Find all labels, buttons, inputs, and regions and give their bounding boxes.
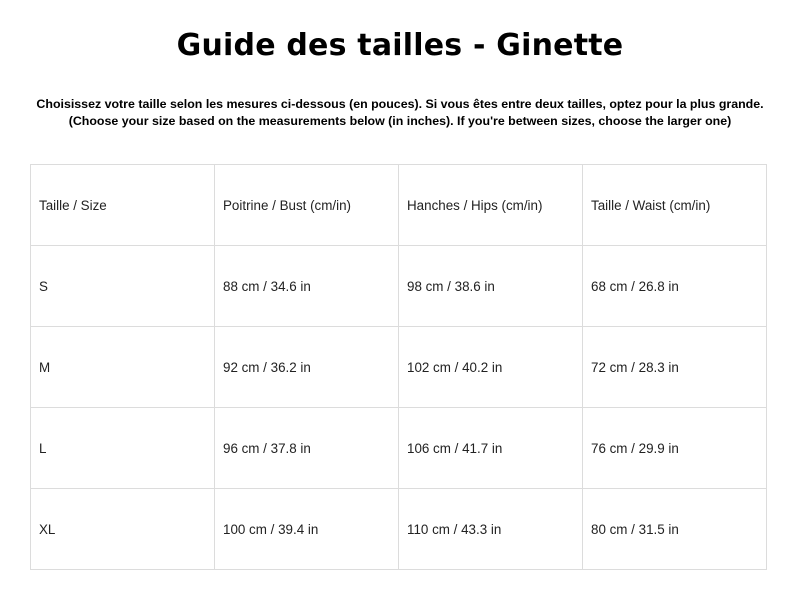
instructions-french: Choisissez votre taille selon les mesures ci-dessous (en pouces). Si vous êtes entre deux tailles, optez pour la plus grande. <box>36 97 764 111</box>
header-hips: Hanches / Hips (cm/in) <box>399 165 583 246</box>
size-chart-table <box>30 164 767 570</box>
cell-size: S <box>31 246 215 327</box>
cell-size: M <box>31 327 215 408</box>
table-row <box>31 408 767 489</box>
cell-bust: 88 cm / 34.6 in <box>215 246 399 327</box>
cell-waist: 80 cm / 31.5 in <box>583 489 767 570</box>
header-size: Taille / Size <box>31 165 215 246</box>
cell-waist: 76 cm / 29.9 in <box>583 408 767 489</box>
table-row <box>31 246 767 327</box>
table-row <box>31 327 767 408</box>
cell-size: XL <box>31 489 215 570</box>
cell-bust: 100 cm / 39.4 in <box>215 489 399 570</box>
cell-waist: 72 cm / 28.3 in <box>583 327 767 408</box>
cell-bust: 92 cm / 36.2 in <box>215 327 399 408</box>
cell-bust: 96 cm / 37.8 in <box>215 408 399 489</box>
table-row <box>31 489 767 570</box>
table-header-row <box>31 165 767 246</box>
instructions-english: (Choose your size based on the measurements below (in inches). If you're between sizes, choose the larger one) <box>68 114 732 128</box>
cell-waist: 68 cm / 26.8 in <box>583 246 767 327</box>
cell-hips: 102 cm / 40.2 in <box>399 327 583 408</box>
cell-hips: 106 cm / 41.7 in <box>399 408 583 489</box>
cell-hips: 98 cm / 38.6 in <box>399 246 583 327</box>
header-bust: Poitrine / Bust (cm/in) <box>215 165 399 246</box>
page-title: Guide des tailles - Ginette <box>176 28 624 63</box>
header-waist: Taille / Waist (cm/in) <box>583 165 767 246</box>
instructions <box>0 96 800 130</box>
cell-hips: 110 cm / 43.3 in <box>399 489 583 570</box>
cell-size: L <box>31 408 215 489</box>
